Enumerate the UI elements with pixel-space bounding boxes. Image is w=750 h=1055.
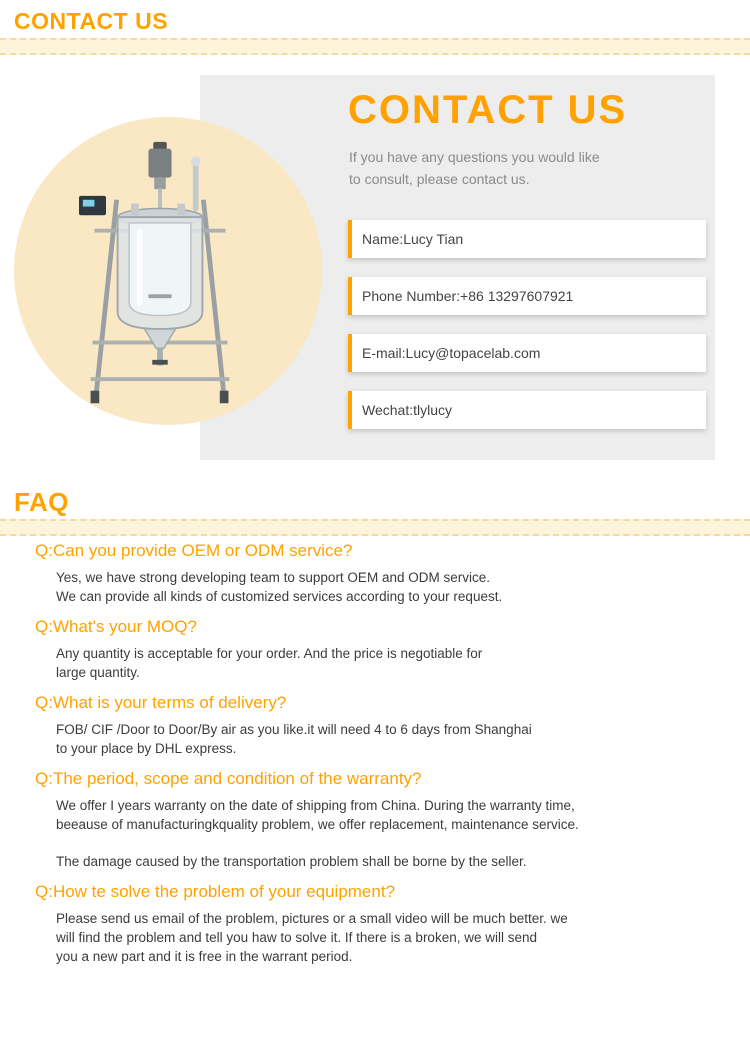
contact-field-phone — [348, 277, 706, 315]
faq-answer — [56, 720, 730, 758]
faq-answer — [56, 568, 730, 606]
contact-field-wechat-text: Wechat:tlylucy — [362, 402, 452, 418]
faq-answer-line: Any quantity is acceptable for your order. And the price is negotiable for — [56, 646, 483, 661]
faq-list — [35, 540, 730, 976]
faq-answer-line: Please send us email of the problem, pictures or a small video will be much better. we — [56, 911, 568, 926]
faq-item — [35, 768, 730, 871]
faq-answer-line: Yes, we have strong developing team to support OEM and ODM service. — [56, 570, 490, 585]
contact-subtitle — [349, 146, 600, 190]
faq-answer-line: beeause of manufacturingkquality problem, we offer replacement, maintenance service. — [56, 817, 579, 832]
faq-question: Q:How te solve the problem of your equipment? — [35, 882, 396, 901]
contact-field-email-text: E-mail:Lucy@topacelab.com — [362, 345, 541, 361]
faq-answer-line: large quantity. — [56, 665, 140, 680]
contact-field-wechat — [348, 391, 706, 429]
faq-answer-line: We offer I years warranty on the date of shipping from China. During the warranty time, — [56, 798, 575, 813]
faq-item — [35, 616, 730, 682]
glass-reactor-illustration — [60, 140, 260, 410]
contact-subtitle-line2: to consult, please contact us. — [349, 171, 530, 187]
faq-answer-line: you a new part and it is free in the warrant period. — [56, 949, 353, 964]
glass-reactor-image — [60, 140, 260, 410]
stitched-divider-band — [0, 519, 750, 536]
faq-question: Q:What's your MOQ? — [35, 617, 197, 636]
faq-question: Q:What is your terms of delivery? — [35, 693, 287, 712]
faq-answer — [56, 909, 730, 966]
faq-question: Q:Can you provide OEM or ODM service? — [35, 541, 353, 560]
faq-item — [35, 540, 730, 606]
faq-question: Q:The period, scope and condition of the warranty? — [35, 769, 422, 788]
contact-section-title: CONTACT US — [14, 8, 169, 34]
contact-heading: CONTACT US — [348, 88, 628, 132]
contact-field-phone-text: Phone Number:+86 13297607921 — [362, 288, 574, 304]
contact-field-email — [348, 334, 706, 372]
faq-answer-line: will find the problem and tell you haw to solve it. If there is a broken, we will send — [56, 930, 537, 945]
faq-item — [35, 692, 730, 758]
faq-answer — [56, 796, 730, 871]
contact-field-name-text: Name:Lucy Tian — [362, 231, 464, 247]
faq-answer-line: The damage caused by the transportation problem shall be borne by the seller. — [56, 854, 527, 869]
faq-answer — [56, 644, 730, 682]
stitched-divider-band — [0, 38, 750, 55]
faq-answer-line: to your place by DHL express. — [56, 741, 237, 756]
faq-item — [35, 881, 730, 966]
contact-subtitle-line1: If you have any questions you would like — [349, 149, 600, 165]
contact-field-name — [348, 220, 706, 258]
faq-section-title: FAQ — [14, 487, 69, 517]
faq-answer-line: We can provide all kinds of customized services according to your request. — [56, 589, 503, 604]
faq-answer-line: FOB/ CIF /Door to Door/By air as you like.it will need 4 to 6 days from Shanghai — [56, 722, 532, 737]
